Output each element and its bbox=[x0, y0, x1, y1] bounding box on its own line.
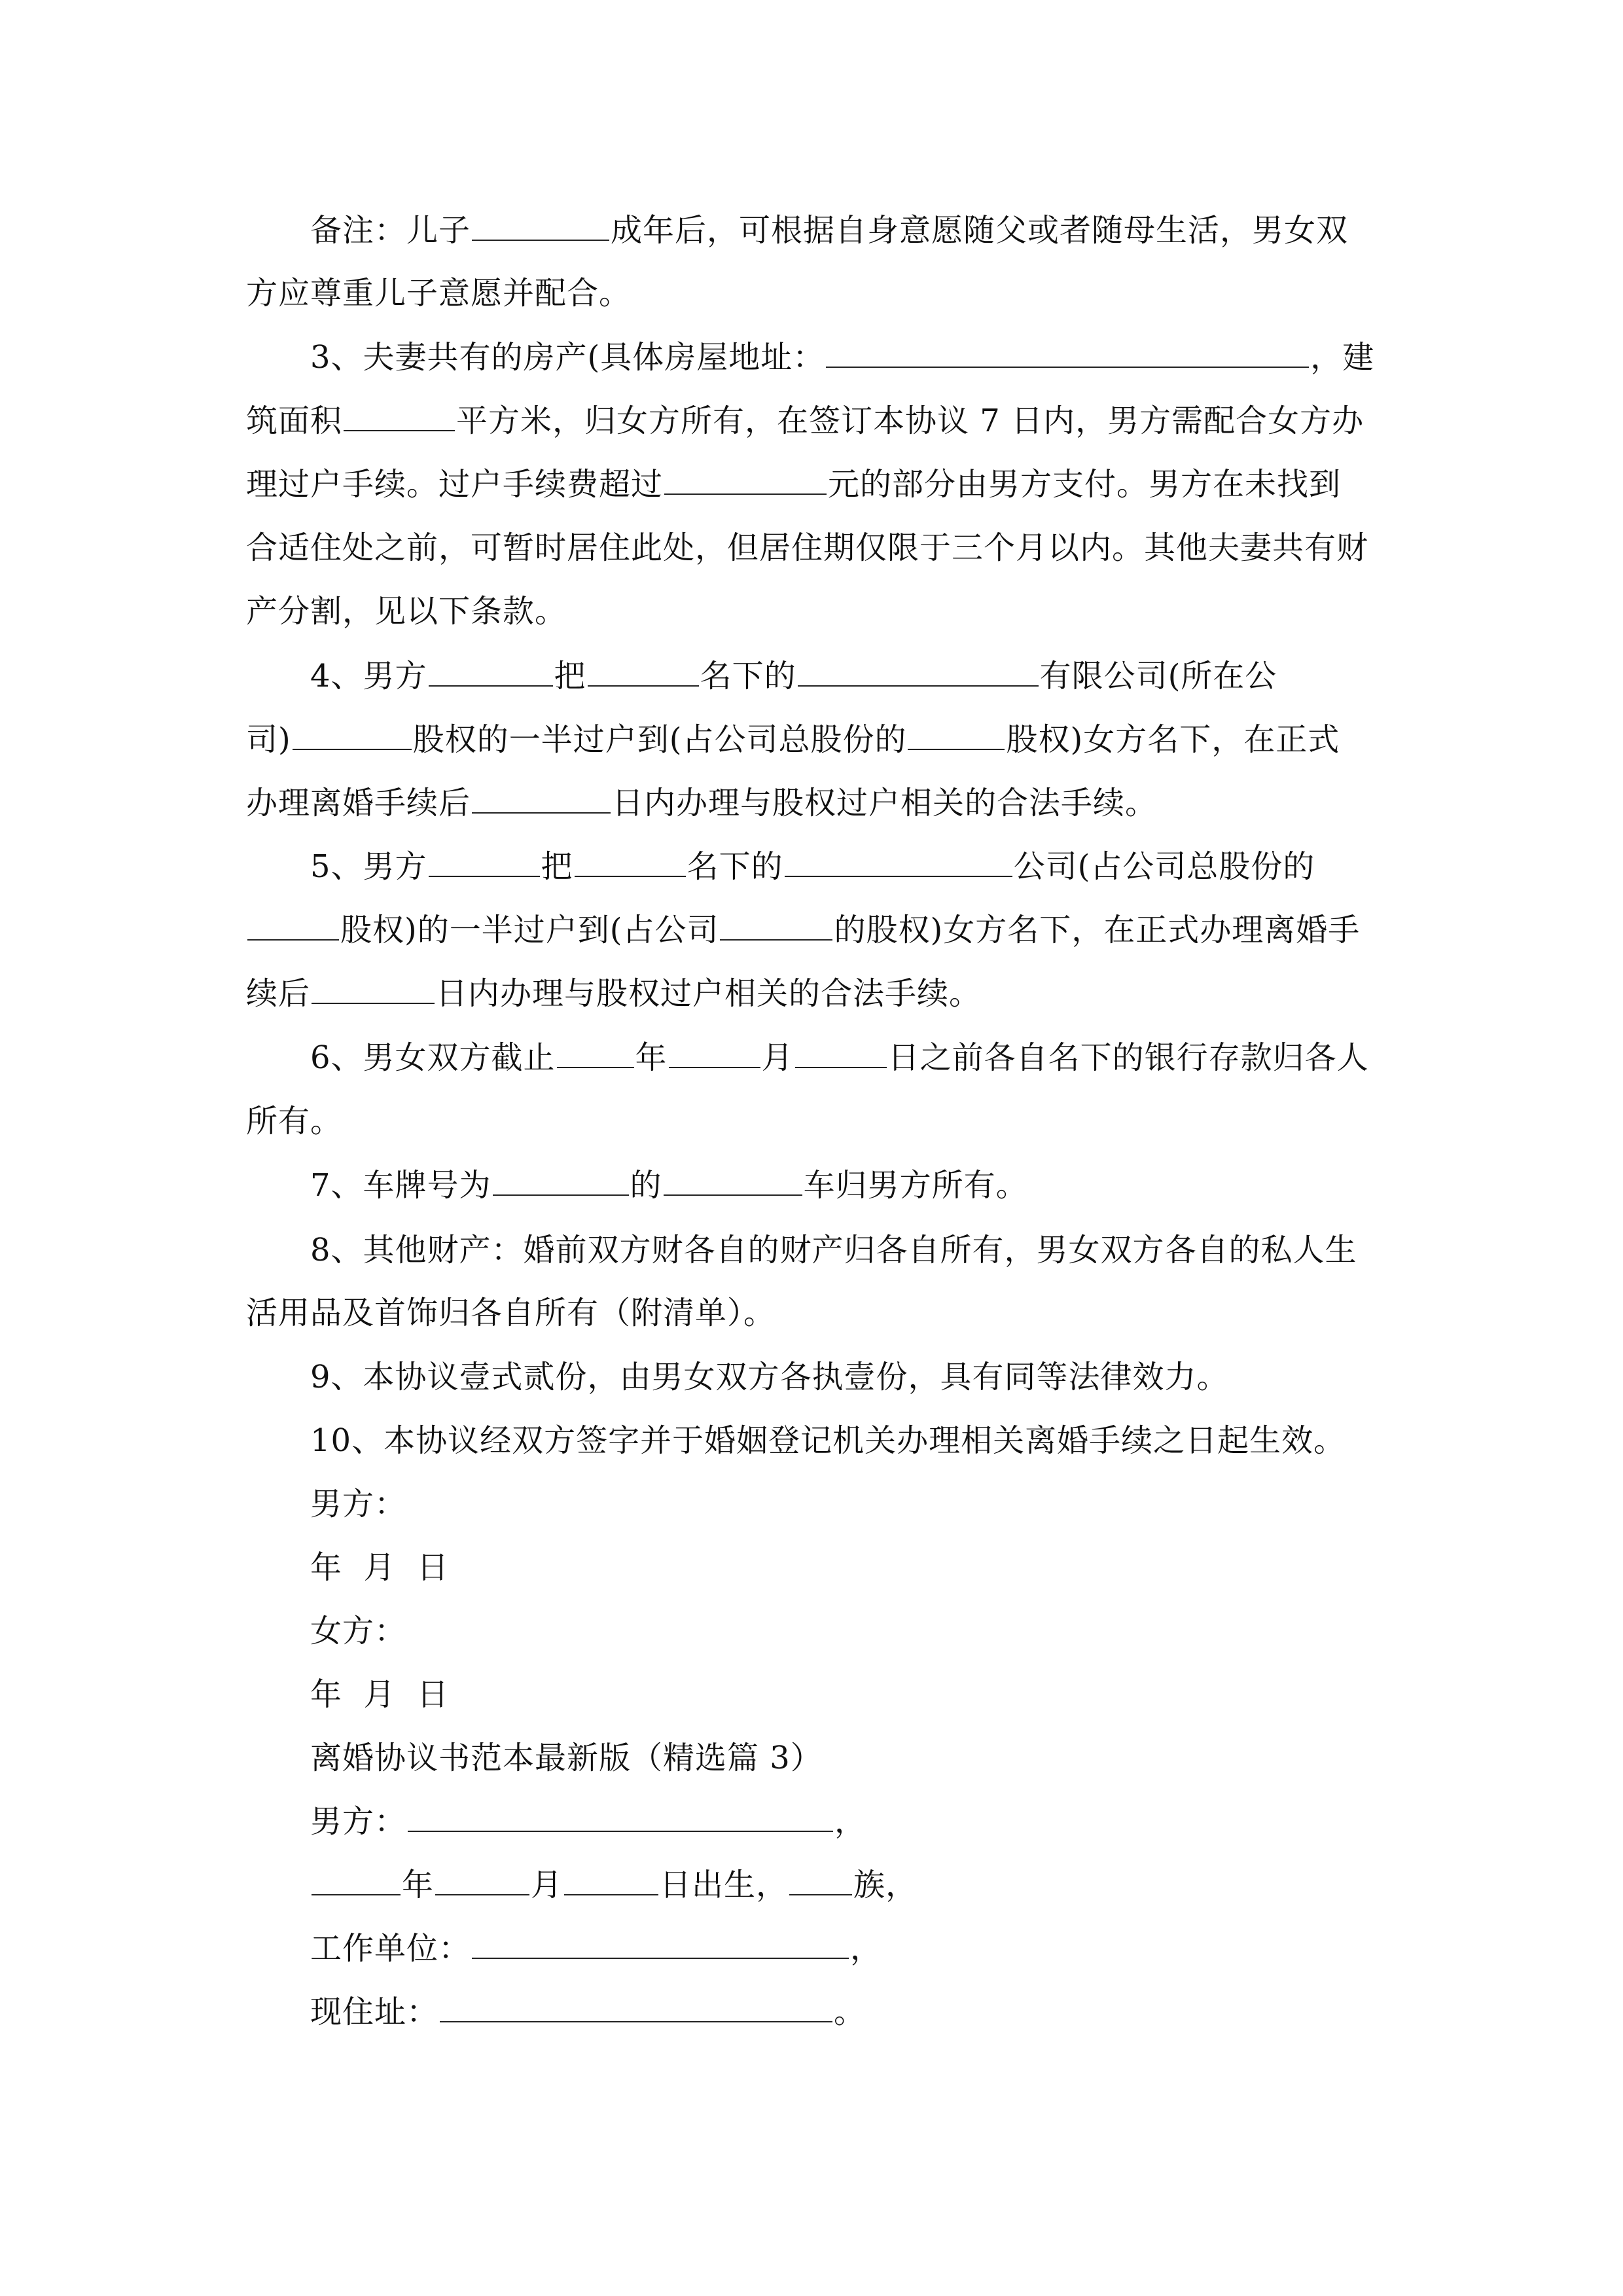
form-work-line bbox=[310, 1929, 1378, 1968]
item4-text: 有限公司(所在公 bbox=[1039, 658, 1277, 694]
item5-text: 名下的 bbox=[687, 848, 783, 885]
section-title bbox=[310, 1738, 1378, 1778]
form-address-label: 现住址： bbox=[310, 1994, 439, 2030]
item8-text: 活用品及首饰归各自所有（附清单）。 bbox=[246, 1295, 776, 1331]
note-text: 成年后，可根据自身意愿随父或者随母生活，男女双 bbox=[611, 212, 1349, 249]
sign-date-text: 年 月 日 bbox=[310, 1676, 450, 1713]
item4-text: 办理离婚手续后 bbox=[246, 785, 471, 821]
item7-text: 车归男方所有。 bbox=[803, 1167, 1028, 1204]
blank-field bbox=[472, 1929, 849, 1959]
item10-line bbox=[310, 1421, 1378, 1460]
item5-text: 续后 bbox=[246, 975, 311, 1012]
blank-field bbox=[293, 720, 412, 750]
form-text: 日出生， bbox=[660, 1867, 789, 1903]
blank-field bbox=[429, 847, 540, 877]
blank-field bbox=[312, 1865, 401, 1895]
item4-text: 名下的 bbox=[700, 658, 796, 694]
blank-field bbox=[669, 1038, 760, 1068]
item7-line bbox=[310, 1166, 1378, 1205]
item5-text: 5、男方 bbox=[310, 848, 427, 885]
form-work-label: 工作单位： bbox=[310, 1930, 471, 1967]
blank-field bbox=[493, 1166, 629, 1196]
blank-field bbox=[795, 1038, 887, 1068]
item9-text: 9、本协议壹式贰份，由男女双方各执壹份，具有同等法律效力。 bbox=[310, 1359, 1229, 1395]
note-text: 方应尊重儿子意愿并配合。 bbox=[246, 275, 632, 312]
item5-line-2 bbox=[246, 910, 1378, 950]
item7-text: 7、车牌号为 bbox=[310, 1167, 491, 1204]
blank-field bbox=[575, 847, 686, 877]
form-address-line bbox=[310, 1992, 1378, 2032]
blank-field bbox=[247, 910, 339, 941]
item8-text: 8、其他财产：婚前双方财各自的财产归各自所有，男女双方各自的私人生 bbox=[310, 1232, 1357, 1268]
sign-male bbox=[310, 1484, 1378, 1524]
blank-field bbox=[408, 1802, 833, 1832]
item6-text: 所有。 bbox=[246, 1103, 343, 1139]
blank-field bbox=[785, 847, 1012, 877]
blank-field bbox=[557, 1038, 634, 1068]
item4-text: 日内办理与股权过户相关的合法手续。 bbox=[612, 785, 1158, 821]
item4-line-3 bbox=[246, 783, 1378, 823]
item3-text: ，建 bbox=[1310, 339, 1375, 376]
item3-text: 合适住处之前，可暂时居住此处，但居住期仅限于三个月以内。其他夫妻共有财 bbox=[246, 529, 1369, 566]
form-text: 族， bbox=[853, 1867, 918, 1903]
form-birth-line bbox=[310, 1865, 1378, 1905]
item3-text: 平方米，归女方所有，在签订本协议 7 日内，男方需配合女方办 bbox=[456, 403, 1364, 439]
form-male-line bbox=[310, 1802, 1378, 1841]
item7-text: 的 bbox=[630, 1167, 662, 1204]
item8-line-2 bbox=[246, 1293, 1378, 1333]
item10-text: 10、本协议经双方签字并于婚姻登记机关办理相关离婚手续之日起生效。 bbox=[310, 1422, 1346, 1459]
blank-field bbox=[720, 910, 832, 941]
form-text: ， bbox=[834, 1803, 867, 1840]
item5-text: 把 bbox=[541, 848, 573, 885]
item6-text: 月 bbox=[761, 1039, 794, 1076]
blank-field bbox=[664, 1166, 802, 1196]
blank-field bbox=[472, 211, 609, 241]
blank-field bbox=[826, 338, 1309, 368]
sign-date-text: 年 月 日 bbox=[310, 1549, 450, 1586]
note-text: 备注：儿子 bbox=[310, 212, 471, 249]
item3-line-1 bbox=[310, 338, 1378, 377]
form-text: 年 bbox=[402, 1867, 435, 1903]
item3-line-3 bbox=[246, 465, 1378, 504]
item5-text: 的股权)女方名下，在正式办理离婚手 bbox=[834, 912, 1361, 948]
item6-line-2 bbox=[246, 1102, 1378, 1141]
item3-text: 理过户手续。过户手续费超过 bbox=[246, 466, 664, 503]
item4-line-2 bbox=[246, 720, 1378, 759]
blank-field bbox=[908, 720, 1005, 750]
item4-text: 司) bbox=[246, 721, 291, 758]
item3-text: 产分割，见以下条款。 bbox=[246, 593, 567, 630]
item5-text: 公司(占公司总股份的 bbox=[1013, 848, 1315, 885]
sign-female-label: 女方： bbox=[310, 1613, 407, 1649]
blank-field bbox=[789, 1865, 852, 1895]
item4-text: 股权)女方名下，在正式 bbox=[1006, 721, 1340, 758]
item6-text: 6、男女双方截止 bbox=[310, 1039, 556, 1076]
blank-field bbox=[312, 974, 435, 1004]
blank-field bbox=[798, 656, 1039, 687]
item5-text: 股权)的一半过户到(占公司 bbox=[340, 912, 719, 948]
form-text: ， bbox=[850, 1930, 883, 1967]
blank-field bbox=[472, 783, 611, 814]
item6-text: 年 bbox=[635, 1039, 668, 1076]
sign-date-2 bbox=[310, 1675, 1378, 1714]
item9-line bbox=[310, 1357, 1378, 1397]
item3-text: 元的部分由男方支付。男方在未找到 bbox=[828, 466, 1342, 503]
item3-line-5 bbox=[246, 592, 1378, 631]
sign-date-1 bbox=[310, 1548, 1378, 1587]
sign-male-label: 男方： bbox=[310, 1486, 407, 1522]
blank-field bbox=[429, 656, 553, 687]
item5-line-1 bbox=[310, 847, 1378, 886]
sign-female bbox=[310, 1611, 1378, 1651]
item4-line-1 bbox=[310, 656, 1378, 696]
item3-text: 筑面积 bbox=[246, 403, 343, 439]
item5-text: 日内办理与股权过户相关的合法手续。 bbox=[436, 975, 982, 1012]
note-line-2 bbox=[246, 274, 1378, 313]
item8-line-1 bbox=[310, 1230, 1378, 1270]
item3-text: 3、夫妻共有的房产(具体房屋地址： bbox=[310, 339, 825, 376]
form-text: 。 bbox=[834, 1994, 866, 2030]
item6-text: 日之前各自名下的银行存款归各人 bbox=[887, 1039, 1369, 1076]
item3-line-4 bbox=[246, 528, 1378, 567]
item6-line-1 bbox=[310, 1038, 1378, 1077]
blank-field bbox=[440, 1992, 832, 2022]
item4-text: 4、男方 bbox=[310, 658, 427, 694]
item4-text: 股权的一半过户到(占公司总股份的 bbox=[412, 721, 907, 758]
blank-field bbox=[435, 1865, 529, 1895]
blank-field bbox=[588, 656, 699, 687]
item5-line-3 bbox=[246, 974, 1378, 1013]
form-text: 月 bbox=[531, 1867, 563, 1903]
item4-text: 把 bbox=[554, 658, 586, 694]
form-male-label: 男方： bbox=[310, 1803, 407, 1840]
blank-field bbox=[664, 465, 827, 495]
blank-field bbox=[344, 401, 455, 431]
item3-line-2 bbox=[246, 401, 1378, 440]
note-line-1 bbox=[310, 211, 1378, 250]
blank-field bbox=[564, 1865, 658, 1895]
section-title-text: 离婚协议书范本最新版（精选篇 3） bbox=[310, 1740, 823, 1776]
